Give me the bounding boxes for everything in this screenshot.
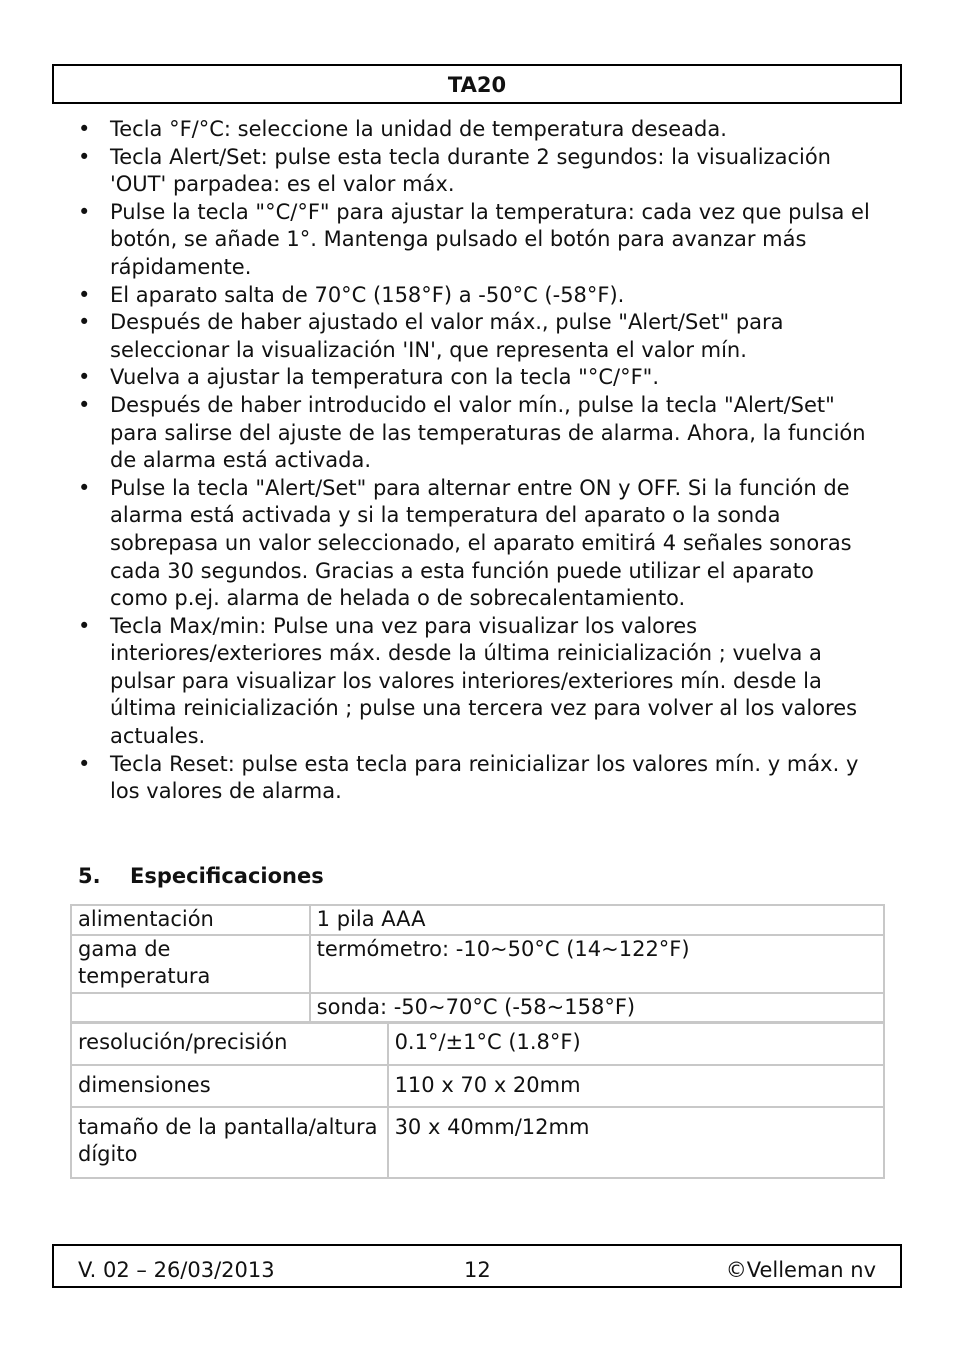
list-item-text: Pulse la tecla "°C/°F" para ajustar la temperatura: cada vez que pulsa el botón, se añade 1°. Mantenga pulsado el botón para avanzar más rápidamente. [110,199,870,279]
spec-value: 110 x 70 x 20mm [388,1065,884,1107]
spec-table-top [70,904,885,1024]
list-item [78,282,878,310]
bullet-icon: • [78,199,91,224]
list-item-text: Vuelva a ajustar la temperatura con la tecla "°C/°F". [110,365,659,390]
list-item-text: Después de haber ajustado el valor máx., pulse "Alert/Set" para seleccionar la visualización 'IN', que representa el valor mín. [110,310,784,362]
list-item [78,116,878,144]
spec-value: 1 pila AAA [310,905,884,935]
spec-value: termómetro: -10~50°C (14~122°F) [310,935,884,993]
section-number: 5. [78,864,101,888]
spec-label: gama de temperatura [71,935,310,993]
list-item-text: Tecla Max/min: Pulse una vez para visualizar los valores interiores/exteriores máx. desde la última reinicialización ; vuelva a pulsar para visualizar los valores interiores/exteriores mín. desde la última reinicialización ; pulse una tercera vez para volver al los valores actuales. [110,613,858,749]
table-row [71,1065,884,1107]
bullet-icon: • [78,117,91,141]
spec-label [71,993,310,1023]
spec-label: dimensiones [71,1065,388,1107]
spec-value: 30 x 40mm/12mm [388,1107,884,1178]
instruction-list [78,116,878,806]
list-item [78,475,878,613]
list-item [78,751,878,806]
spec-label: resolución/precisión [71,1022,388,1065]
spec-value: sonda: -50~70°C (-58~158°F) [310,993,884,1023]
list-item [78,144,878,199]
page-header [52,64,902,104]
list-item [78,392,878,475]
table-row [71,905,884,935]
list-item-text: Pulse la tecla "Alert/Set" para alternar entre ON y OFF. Si la función de alarma está activada y si la temperatura del aparato o la sonda sobrepasa un valor seleccionado, el aparato emitirá 4 señales sonoras cada 30 segundos. Gracias a esta función puede utilizar el aparato como p.ej. alarma de helada o de sobrecalentamiento. [110,475,852,611]
bullet-icon: • [78,144,91,169]
table-row [71,1022,884,1065]
list-item-text: El aparato salta de 70°C (158°F) a -50°C (-58°F). [110,282,625,307]
page-footer [52,1244,902,1288]
list-item-text: Después de haber introducido el valor mín., pulse la tecla "Alert/Set" para salirse del ajuste de las temperaturas de alarma. Ahora, la función de alarma está activada. [110,392,866,473]
list-item [78,199,878,282]
bullet-icon: • [78,282,91,307]
spec-label: alimentación [71,905,310,935]
bullet-icon: • [78,475,91,500]
list-item-text: Tecla Alert/Set: pulse esta tecla durante 2 segundos: la visualización 'OUT' parpadea: es el valor máx. [110,144,831,197]
bullet-icon: • [78,365,91,390]
bullet-icon: • [78,310,91,335]
list-item-text: Tecla Reset: pulse esta tecla para reinicializar los valores mín. y máx. y los valores de alarma. [110,751,859,804]
bullet-icon: • [78,751,91,776]
list-item [78,364,878,392]
spec-value: 0.1°/±1°C (1.8°F) [388,1022,884,1065]
header-title: TA20 [447,73,507,97]
spec-table-bottom [70,1021,885,1179]
list-item [78,613,878,751]
table-row [71,935,884,993]
section-title: Especificaciones [130,864,324,888]
table-row [71,1107,884,1178]
list-item-text: Tecla °F/°C: seleccione la unidad de temperatura deseada. [110,117,727,141]
section-heading [78,862,324,890]
bullet-icon: • [78,392,91,417]
bullet-icon: • [78,613,91,638]
table-row [71,993,884,1023]
page-number: 12 [464,1258,491,1282]
list-item [78,309,878,364]
footer-copyright: ©Velleman nv [725,1258,876,1282]
spec-label: tamaño de la pantalla/altura dígito [71,1107,388,1178]
footer-version: V. 02 – 26/03/2013 [78,1258,275,1282]
